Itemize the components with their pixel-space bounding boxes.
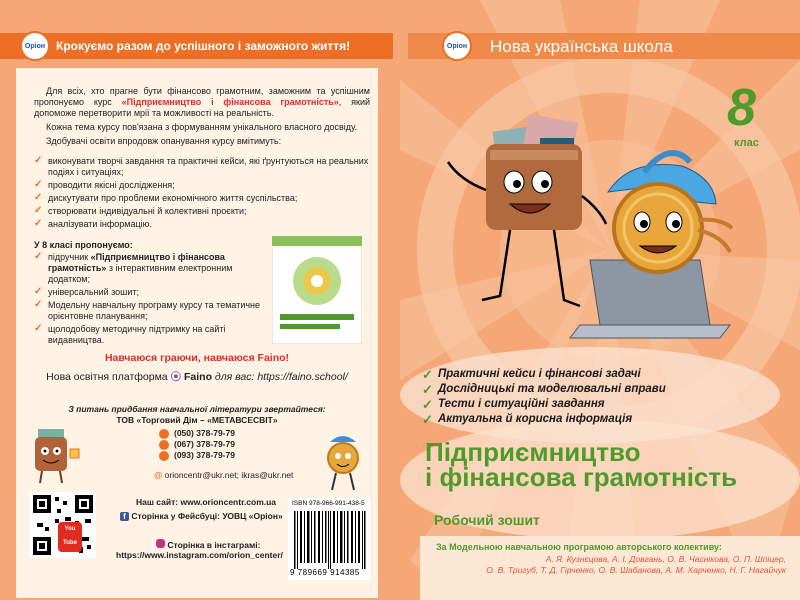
course-name: «Підприємництво і фінансова грамотність» (121, 97, 339, 107)
authors-line: А. Я. Кузнєцова, А. І. Довгань, О. В. Часнікова, О. П. Шпіцер, (545, 554, 786, 564)
barcode (294, 511, 366, 569)
contact-org: ТОВ «Торговий Дім – «МЕТАВСЕСВІТ» (116, 415, 278, 425)
intro-part: , який допоможе перетворити мрії та можливості на реальність. (34, 97, 370, 118)
faino-text: Нова освітня платформа (46, 371, 168, 383)
slogan: Крокуємо разом до успішного і заможного життя! (56, 39, 351, 53)
faino-slogan: Навчаюся граючи, навчаюся Faino! (104, 352, 290, 364)
at-icon: @ (154, 470, 165, 480)
intro-paragraph: Кожна тема курсу пов'язана з формуванням унікального власного досвіду. (46, 122, 358, 132)
grade-number: 8 (727, 79, 756, 137)
skills-list (34, 156, 374, 232)
orion-logo-back (20, 31, 50, 61)
logo-text: Оріон (446, 42, 468, 50)
coin-character (608, 153, 732, 272)
feature-item: ✓ Практичні кейси і фінансові задачі (422, 368, 742, 380)
list-item: ✓ виконувати творчі завдання та практичні кейси, які ґрунтуються на реальних подіях і ситуаціях; (34, 156, 374, 178)
list-item: ✓ дискутувати про проблеми економічного життя суспільства; (34, 193, 374, 204)
book-title (425, 437, 795, 492)
intro-paragraph: Здобувачі освіти впродовж опанування курсу вмітимуть: (46, 136, 282, 146)
emails[interactable]: orioncentr@ukr.net; ikras@ukr.net (164, 470, 294, 480)
grade-word: клас (734, 137, 759, 149)
faino-logo-icon: ⦿ (170, 371, 182, 383)
wallet-character (448, 114, 606, 306)
authors (436, 554, 786, 576)
logo-text: Оріон (24, 42, 46, 50)
faino-line (16, 369, 378, 384)
youtube-label: You Tube (63, 526, 77, 546)
offer-list (34, 252, 264, 348)
site-url[interactable]: www.orioncentr.com.ua (180, 497, 277, 507)
faino-url[interactable]: для вас: https://faino.school/ (214, 371, 348, 383)
program-heading: За Модельною навчальною програмою авторського колективу: (436, 542, 722, 552)
offer-heading: У 8 класі пропонуємо: (34, 240, 133, 250)
phone-number[interactable]: (067) 378-79-79 (174, 439, 235, 449)
offer-text: з інтерактивним електронним додатком; (48, 263, 233, 284)
feature-item: ✓ Актуальна й корисна інформація (422, 413, 742, 425)
coin-character-small (318, 430, 368, 495)
features-list (422, 368, 742, 428)
email-line (154, 470, 293, 480)
faino-name: Faino (183, 371, 212, 383)
feature-item: ✓ Дослідницькі та моделювальні вправи (422, 383, 742, 395)
list-item: ✓ Модельну навчальну програму курсу та тематичне орієнтовне планування; (34, 300, 264, 322)
instagram-label-line (156, 539, 260, 550)
phones-block (174, 428, 235, 461)
title-line: Підприємництво (425, 437, 641, 467)
offer-text: підручник (48, 252, 91, 262)
list-item: ✓ проводити якісні дослідження; (34, 180, 374, 191)
textbook-thumbnail (272, 236, 362, 344)
barcode-digits: 9 789669 914385 (290, 568, 360, 577)
offer-book: «Підприємництво і фінансова грамотність» (48, 252, 225, 273)
phone-number[interactable]: (093) 378-79-79 (174, 450, 235, 460)
list-item: ✓ створювати індивідуальні й колективні проєкти; (34, 206, 374, 217)
contact-heading: З питань придбання навчальної літератури звертайтеся: (68, 404, 326, 414)
instagram-icon (156, 539, 165, 548)
instagram-label: Сторінка в інстаграмі: (167, 540, 261, 550)
orion-logo-front (442, 31, 472, 61)
list-item: ✓ універсальний зошит; (34, 287, 264, 298)
phone-icon (158, 428, 170, 462)
intro-text (34, 86, 370, 147)
phone-number[interactable]: (050) 378-79-79 (174, 428, 235, 438)
facebook-text: Сторінка у Фейсбуці: УОВЦ «Оріон» (131, 511, 283, 521)
series-title: Нова українська школа (490, 37, 673, 56)
intro-part: Для всіх, хто прагне бути фінансово грамотним, заможним та успішним пропонуємо курс (34, 86, 370, 107)
list-item: ✓ аналізувати інформацію. (34, 219, 374, 230)
isbn: ISBN 978-966-991-438-5 (292, 500, 365, 507)
site-label: Наш сайт: (136, 497, 179, 507)
facebook-icon: f (120, 512, 129, 521)
youtube-icon[interactable] (58, 522, 82, 552)
instagram-url[interactable]: https://www.instagram.com/orion_center/ (116, 550, 283, 560)
cover-illustration (430, 110, 740, 350)
feature-item: ✓ Тести і ситуаційні завдання (422, 398, 742, 410)
list-item: ✓ щолодобову методичну підтримку на сайті видавництва. (34, 324, 264, 346)
list-item (34, 252, 264, 285)
facebook-line[interactable] (120, 511, 283, 521)
book-subtitle: Робочий зошит (434, 512, 540, 528)
authors-line: О. В. Тригуб, Т. Д. Гірченко, О. В. Шабанова, А. М. Харченко, Н. Г. Нагайчук (486, 565, 786, 575)
wallet-character-small (30, 425, 80, 487)
site-line (136, 497, 276, 507)
title-line: і фінансова грамотність (425, 462, 738, 492)
